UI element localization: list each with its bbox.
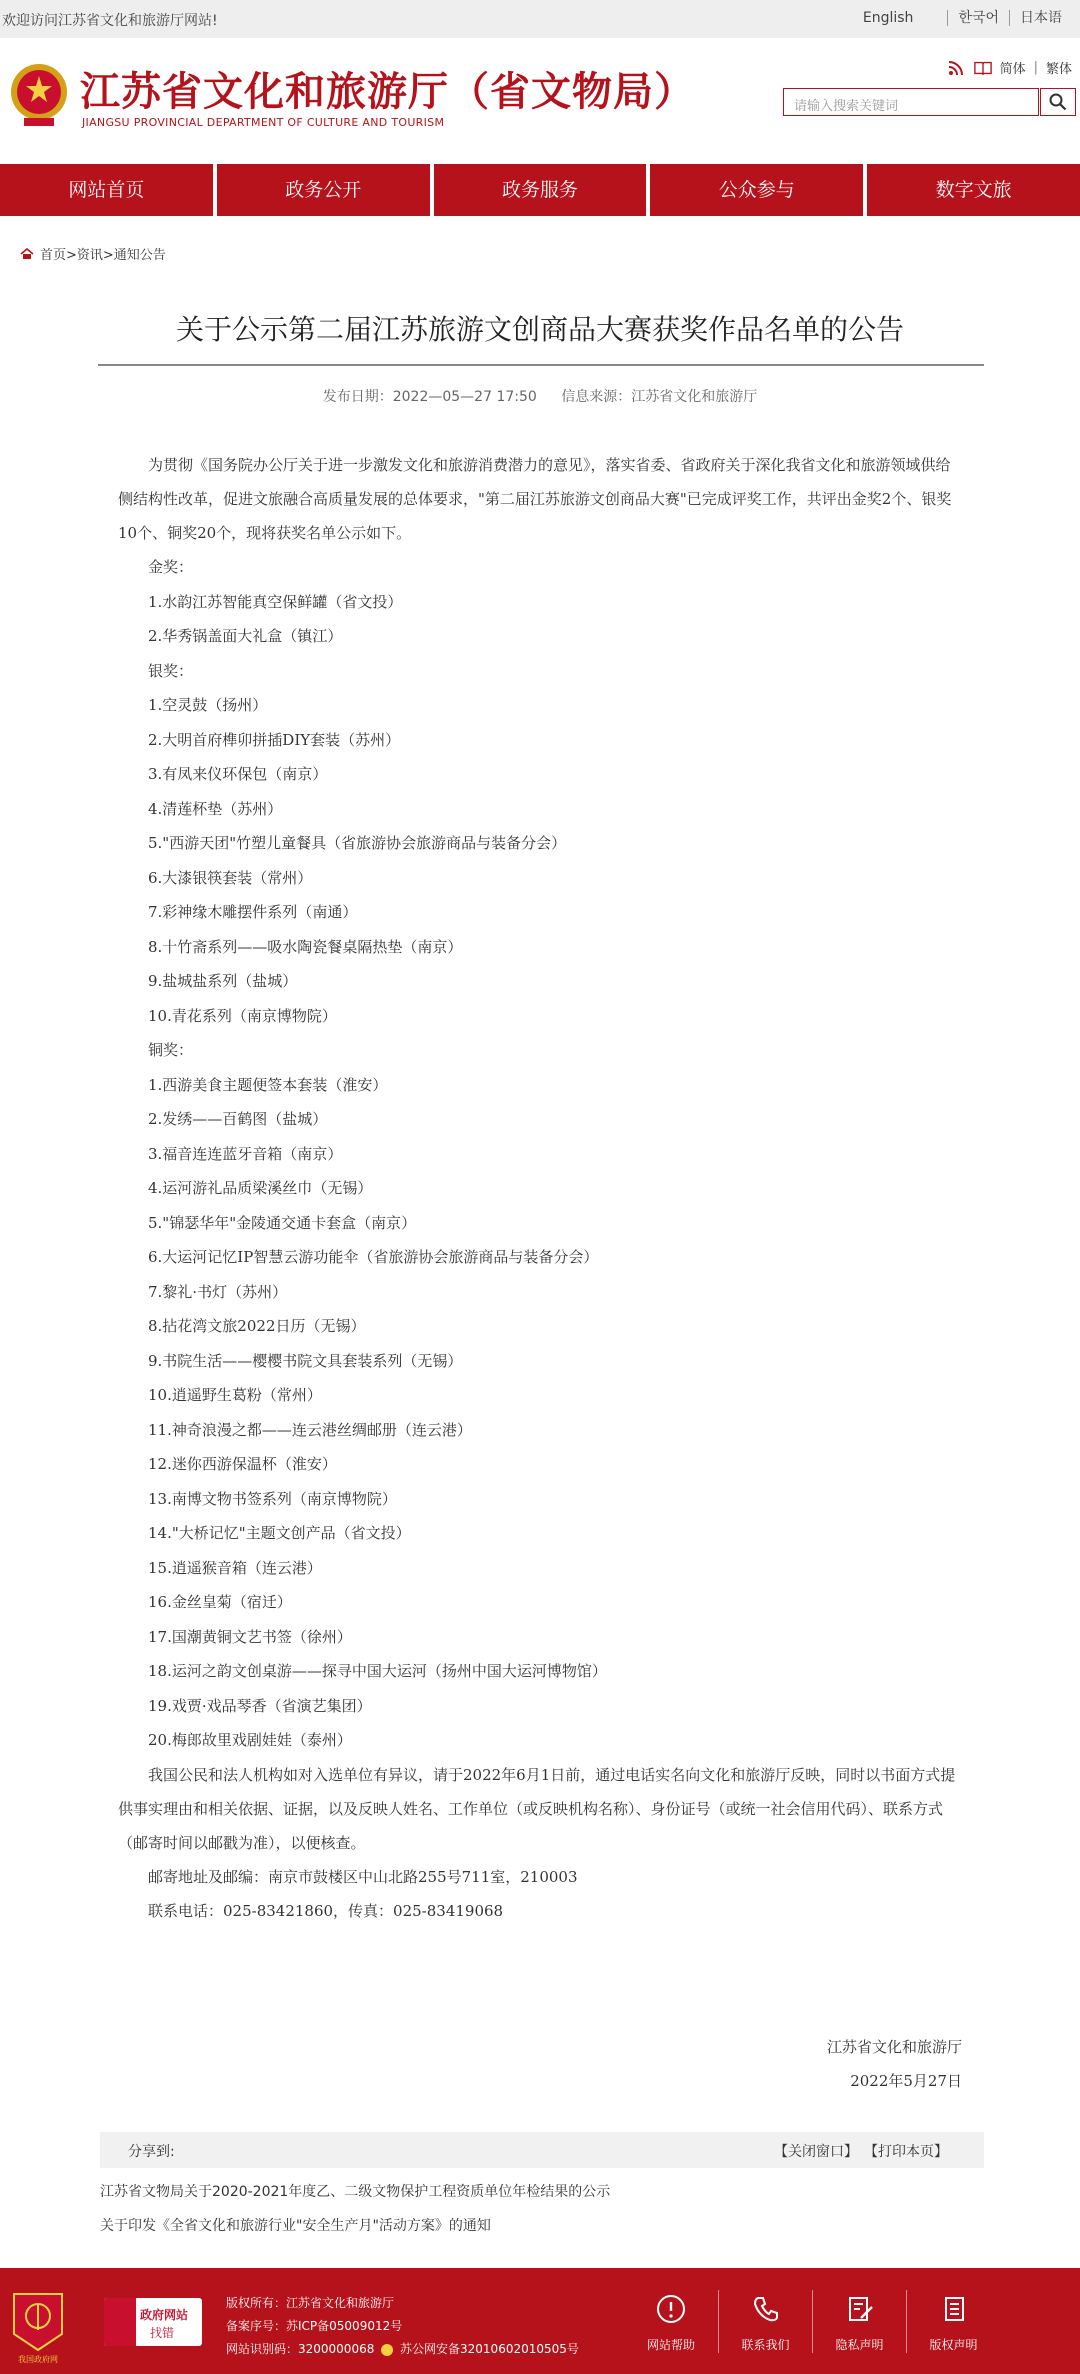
copyright-button[interactable] <box>906 2290 1000 2353</box>
nav-item-government-services[interactable]: 政务服务 <box>434 164 651 216</box>
nav-item-home[interactable]: 网站首页 <box>0 164 217 216</box>
copyright-label: 版权声明 <box>929 2338 978 2352</box>
help-icon <box>656 2294 686 2324</box>
gov-site-error-button[interactable] <box>104 2298 202 2346</box>
award-item: 10.青花系列（南京博物院） <box>148 1006 337 1025</box>
signoff-organization: 江苏省文化和旅游厅 <box>826 2038 962 2056</box>
award-item: 7.黎礼·书灯（苏州） <box>148 1282 288 1301</box>
award-item: 1.西游美食主题便签本套装（淮安） <box>148 1075 388 1094</box>
national-emblem-icon <box>8 60 70 130</box>
article-content <box>118 448 964 1929</box>
article-title: 关于公示第二届江苏旅游文创商品大赛获奖作品名单的公告 <box>175 313 904 346</box>
award-item: 2.华秀锅盖面大礼盒（镇江） <box>148 627 343 645</box>
copyright-text: 版权所有：江苏省文化和旅游厅 <box>226 2296 395 2310</box>
print-page-button[interactable]: 【打印本页】 <box>864 2144 948 2160</box>
search-input[interactable]: 请输入搜索关键词 <box>783 88 1039 116</box>
award-item: 6.大运河记忆IP智慧云游功能伞（省旅游协会旅游商品与装备分会） <box>148 1248 599 1266</box>
award-item: 8.拈花湾文旅2022日历（无锡） <box>148 1317 366 1335</box>
site-subtitle: JIANGSU PROVINCIAL DEPARTMENT OF CULTURE AND TOURISM <box>82 116 445 129</box>
home-icon <box>20 248 34 260</box>
award-item: 1.水韵江苏智能真空保鲜罐（省文投） <box>148 592 403 611</box>
phone-icon <box>751 2294 781 2324</box>
contact-button[interactable] <box>718 2290 812 2353</box>
site-id-row <box>226 2338 579 2361</box>
bronze-heading: 铜奖： <box>148 1041 194 1059</box>
main-nav <box>0 164 1080 216</box>
share-label: 分享到: <box>128 2144 175 2160</box>
site-title[interactable]: 江苏省文化和旅游厅（省文物局） <box>80 69 695 115</box>
intro-paragraph: 为贯彻《国务院办公厅关于进一步激发文化和旅游消费潜力的意见》，落实省委、省政府关于深化我省文化和旅游领域供给侧结构性改革，促进文旅融合高质量发展的总体要求，"第二届江苏旅游文创商品大赛"已完成评奖工作，共评出金奖2个、银奖10个、铜奖20个，现将获奖名单公示如下。 <box>118 456 952 542</box>
award-item: 10.逍遥野生葛粉（常州） <box>148 1386 322 1404</box>
party-badge-icon[interactable] <box>10 2290 66 2354</box>
award-item: 9.书院生活——樱樱书院文具套装系列（无锡） <box>148 1351 463 1370</box>
contact-label: 联系我们 <box>741 2338 790 2352</box>
award-item: 16.金丝皇菊（宿迁） <box>148 1593 292 1611</box>
award-item: 15.逍遥猴音箱（连云港） <box>148 1558 322 1577</box>
related-link[interactable]: 江苏省文物局关于2020-2021年度乙、二级文物保护工程资质单位年检结果的公示 <box>100 2184 611 2200</box>
article-meta <box>100 386 980 406</box>
nav-item-digital-culture-tourism[interactable]: 数字文旅 <box>935 179 1012 201</box>
award-item: 3.福音连连蓝牙音箱（南京） <box>148 1144 343 1163</box>
icp-text[interactable]: 备案序号：苏ICP备05009012号 <box>226 2319 403 2333</box>
close-window-button[interactable]: 【关闭窗口】 <box>774 2144 858 2160</box>
award-item: 7.彩神缘木雕摆件系列（南通） <box>148 903 358 921</box>
award-item: 17.国潮黄铜文艺书签（徐州） <box>148 1627 352 1646</box>
award-item: 8.十竹斋系列——吸水陶瓷餐桌隔热垫（南京） <box>148 937 463 956</box>
footer-tools <box>624 2290 1000 2353</box>
welcome-text: 欢迎访问江苏省文化和旅游厅网站! <box>2 13 218 29</box>
silver-heading: 银奖： <box>148 661 194 680</box>
police-record-text[interactable]: 苏公网安备32010602010505号 <box>400 2342 579 2356</box>
award-item: 2.大明首府榫卯拼插DIY套装（苏州） <box>148 730 401 749</box>
simplified-chinese-link[interactable]: 简体 <box>999 62 1026 77</box>
help-label: 网站帮助 <box>646 2338 695 2352</box>
document-icon <box>939 2294 969 2324</box>
site-id-text: 网站识别码：3200000068 <box>226 2342 375 2356</box>
objection-paragraph: 我国公民和法人机构如对入选单位有异议，请于2022年6月1日前，通过电话实名向文化和旅游厅反映，同时以书面方式提供事实理由和相关依据、证据，以及反映人姓名、工作单位（或反映机构名称）、身份证号（或统一社会信用代码）、联系方式（邮寄时间以邮戳为准），以便核查。 <box>118 1765 956 1852</box>
privacy-button[interactable] <box>812 2290 906 2353</box>
award-item: 11.神奇浪漫之都——连云港丝绸邮册（连云港） <box>148 1420 472 1439</box>
top-bar <box>0 0 1080 38</box>
edit-document-icon <box>845 2294 875 2324</box>
award-item: 19.戏贾·戏品琴香（省演艺集团） <box>148 1696 372 1715</box>
award-item: 2.发绣——百鹤图（盐城） <box>148 1110 328 1128</box>
rss-icon[interactable] <box>948 60 966 76</box>
signoff <box>827 2030 962 2098</box>
award-item: 13.南博文物书签系列（南京博物院） <box>148 1489 397 1508</box>
award-item: 14."大桥记忆"主题文创产品（省文投） <box>148 1524 411 1542</box>
privacy-label: 隐私声明 <box>835 2338 884 2352</box>
nav-item-public-participation[interactable]: 公众参与 <box>650 164 867 216</box>
info-source: 信息来源：江苏省文化和旅游厅 <box>561 389 758 405</box>
award-item: 5."西游天团"竹塑儿童餐具（省旅游协会旅游商品与装备分会） <box>148 834 567 852</box>
award-item: 6.大漆银筷套装（常州） <box>148 868 313 887</box>
mailing-address: 邮寄地址及邮编：南京市鼓楼区中山北路255号711室，210003 <box>148 1867 578 1886</box>
award-item: 18.运河之韵文创桌游——探寻中国大运河（扬州中国大运河博物馆） <box>148 1662 607 1680</box>
award-item: 5."锦瑟华年"金陵通交通卡套盒（南京） <box>148 1213 417 1232</box>
badge-label: 我国政府网 <box>18 2355 58 2364</box>
award-item: 3.有凤来仪环保包（南京） <box>148 765 328 783</box>
lang-korean-link[interactable]: 한국어 <box>947 10 1009 26</box>
nav-item-government-affairs[interactable]: 政务公开 <box>217 164 434 216</box>
gov-find-error-label: 找错 <box>150 2326 175 2340</box>
signoff-date: 2022年5月27日 <box>850 2072 962 2090</box>
gov-site-label: 政府网站 <box>140 2308 189 2322</box>
site-header <box>0 38 1080 164</box>
publish-date: 发布日期：2022—05—27 17:50 <box>322 389 537 405</box>
award-item: 1.空灵鼓（扬州） <box>148 696 268 714</box>
title-divider <box>98 364 984 366</box>
award-item: 20.梅郎故里戏剧娃娃（泰州） <box>148 1731 352 1749</box>
site-footer <box>0 2268 1080 2374</box>
gold-heading: 金奖： <box>148 558 194 576</box>
breadcrumb <box>20 244 166 263</box>
related-link[interactable]: 关于印发《全省文化和旅游行业"安全生产月"活动方案》的通知 <box>100 2218 491 2234</box>
traditional-chinese-link[interactable]: 繁体 <box>1045 62 1072 77</box>
police-badge-icon <box>381 2344 393 2356</box>
header-links: 简体 | 繁体 <box>948 58 1072 77</box>
award-item: 4.运河游礼品质梁溪丝巾（无锡） <box>148 1179 373 1197</box>
award-item: 12.迷你西游保温杯（淮安） <box>148 1455 337 1473</box>
share-bar <box>100 2132 984 2168</box>
footer-info <box>226 2292 579 2361</box>
search-icon <box>1049 93 1067 111</box>
search-button[interactable] <box>1040 88 1076 116</box>
language-links <box>853 10 1072 26</box>
lang-japanese-link[interactable]: 日本语 <box>1009 10 1072 26</box>
accessibility-book-icon[interactable] <box>974 60 992 76</box>
contact-phone: 联系电话：025-83421860，传真：025-83419068 <box>148 1902 504 1920</box>
breadcrumb-text[interactable]: 首页>资讯>通知公告 <box>40 248 166 263</box>
award-item: 4.清莲杯垫（苏州） <box>148 799 283 818</box>
award-item: 9.盐城盐系列（盐城） <box>148 972 298 990</box>
help-button[interactable] <box>624 2290 718 2353</box>
lang-english-link[interactable]: English <box>862 10 914 26</box>
